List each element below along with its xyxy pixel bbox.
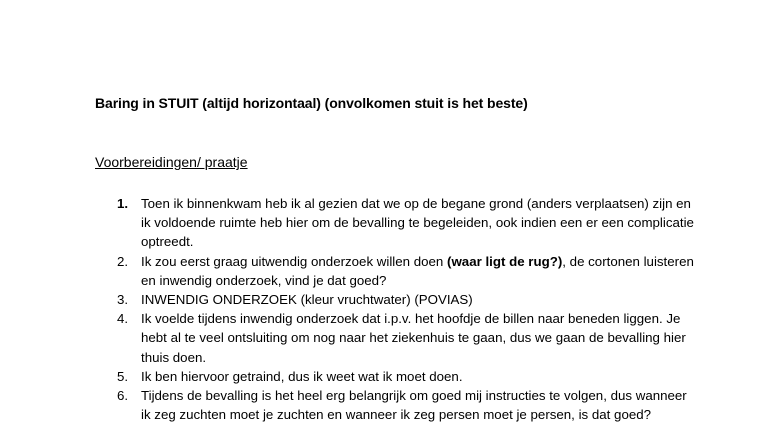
list-item (95, 386, 695, 424)
list-item-number: 1. (117, 196, 129, 211)
list-item (95, 290, 695, 309)
list-item-emphasis: (waar ligt de rug?) (447, 253, 563, 269)
list-item-number: 2. (117, 253, 129, 269)
list-item-text: Tijdens de bevalling is het heel erg belangrijk om goed mij instructies te volgen, dus wanneer ik zeg zuchten moet je zuchten en wanneer ik zeg persen moet je persen, is dat goed? (141, 388, 687, 423)
list-item-text: Toen ik binnenkwam heb ik al gezien dat we op de begane grond (anders verplaatsen) zijn en ik voldoende ruimte heb hier om de bevalling te begeleiden, ook indien een er een complicatie optreedt. (141, 196, 694, 250)
steps-list (95, 194, 695, 424)
list-item (95, 309, 695, 367)
list-item-text: Ik ben hiervoor getraind, dus ik weet wat ik moet doen. (141, 368, 463, 384)
list-item-number: 6. (117, 388, 129, 404)
list-item-number: 4. (117, 311, 129, 327)
list-item (95, 252, 695, 290)
list-item-text: Ik voelde tijdens inwendig onderzoek dat i.p.v. het hoofdje de billen naar beneden liggen. Je hebt al te veel ontsluiting om nog naar het ziekenhuis te gaan, dus we gaan de bevalling hier thuis doen. (141, 311, 686, 365)
list-item-text: INWENDIG ONDERZOEK (kleur vruchtwater) (POVIAS) (141, 292, 473, 308)
list-item (95, 194, 695, 252)
list-item-number: 3. (117, 292, 129, 308)
list-item-text: Ik zou eerst graag uitwendig onderzoek willen doen (141, 253, 448, 269)
list-item-text-continued: , de cortonen luisteren en inwendig onderzoek, vind je dat goed? (141, 253, 694, 288)
section-heading: Voorbereidingen/ praatje (95, 154, 248, 170)
list-item (95, 367, 695, 386)
list-item-number: 5. (117, 368, 129, 384)
document-title: Baring in STUIT (altijd horizontaal) (onvolkomen stuit is het beste) (95, 95, 528, 111)
